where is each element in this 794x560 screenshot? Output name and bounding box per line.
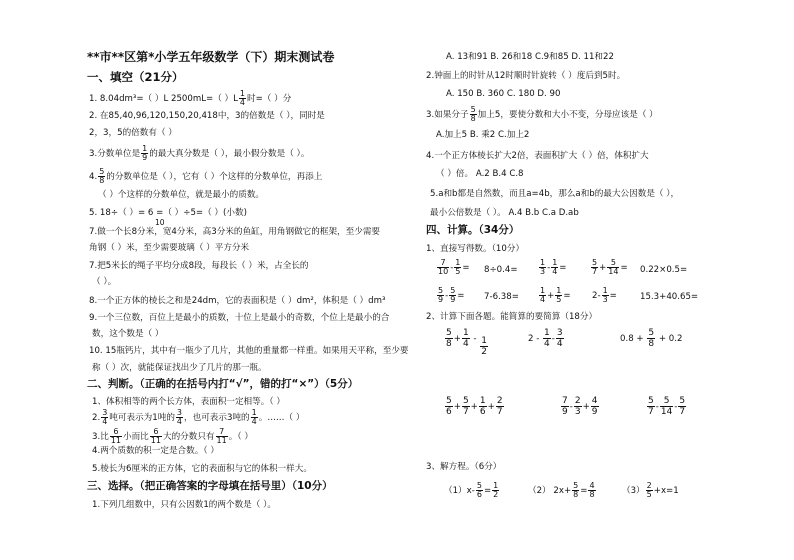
j3-f2-num: 6 xyxy=(150,428,162,437)
num: 5 xyxy=(450,286,456,295)
j3-d: 。（ ） xyxy=(228,432,253,442)
den: 9 xyxy=(562,407,568,417)
eq: = xyxy=(457,291,465,301)
cx-d-f2 xyxy=(462,396,470,417)
j3-f1-num: 6 xyxy=(110,428,122,437)
eq: = xyxy=(462,263,470,273)
op: + 0.2 xyxy=(658,334,683,344)
den: 4 xyxy=(552,267,558,276)
j2-a: 2. xyxy=(92,413,101,423)
dw-r2-1-f2 xyxy=(449,287,456,304)
q1-text-a: 1. 8.04dm³=（ ）L 2500mL=（ ）L xyxy=(89,94,238,104)
j3-f2-den: 11 xyxy=(150,436,161,445)
j2-frac1 xyxy=(101,409,108,426)
cx-e-f1 xyxy=(561,396,569,417)
eq2-f1 xyxy=(572,482,579,499)
q1-fraction xyxy=(239,90,246,107)
op: + xyxy=(453,334,461,344)
q4-fraction xyxy=(98,168,105,185)
q4 xyxy=(89,168,322,185)
den: 9 xyxy=(438,295,444,304)
den: 8 xyxy=(446,339,452,349)
choice-2-options: A. 150 B. 360 C. 180 D. 90 xyxy=(446,89,561,99)
cx-e-f2 xyxy=(574,396,582,417)
choice-5: 5.a和b都是自然数，而且a=4b，那么a和b的最大公因数是（ ）， xyxy=(430,189,680,199)
q7-rope: 7.把5米长的绳子平均分成8段，每段长（ ）米，占全长的 xyxy=(89,261,309,271)
num: 2 xyxy=(574,396,581,406)
cx-c-f1 xyxy=(647,328,655,349)
eq2-f2 xyxy=(588,482,595,499)
den: 8 xyxy=(648,339,655,349)
num: 1 xyxy=(602,286,608,295)
num: 7 xyxy=(437,259,449,268)
cx-e xyxy=(560,396,600,417)
den: 7 xyxy=(648,407,654,417)
dw-r1-4 xyxy=(590,259,628,276)
j2-d: 。……（ ） xyxy=(258,413,305,423)
op: - xyxy=(450,263,454,273)
num: 1 xyxy=(552,258,558,267)
choice-4-line2: （ ）倍。 A.2 B.4 C.8 xyxy=(436,169,524,179)
op: - xyxy=(445,291,449,301)
num: 1 xyxy=(540,286,546,295)
cx-f-f3 xyxy=(678,396,686,417)
q7-box: 7.做一个长8分米，宽4分米，高3分米的鱼缸，用角钢做它的框架，至少需要 xyxy=(89,227,381,237)
judge-2 xyxy=(92,409,304,426)
j2-frac2 xyxy=(176,409,183,426)
eq: = xyxy=(620,263,628,273)
den: 3 xyxy=(574,407,581,417)
num: 5 xyxy=(462,396,469,406)
cx-a-f3 xyxy=(480,336,488,357)
q2-line2: 2，3，5的倍数有（ ） xyxy=(89,128,177,138)
judge-5: 5.棱长为6厘米的正方体，它的表面积与它的体积一样大。 xyxy=(92,464,312,474)
num: 5 xyxy=(648,328,655,338)
cx-a xyxy=(444,328,489,357)
den: 10 xyxy=(438,267,449,276)
num: 1 xyxy=(493,481,499,490)
cx-c xyxy=(620,328,682,349)
judge-4: 4.两个质数的积一定是合数。（ ） xyxy=(92,446,219,456)
choice-1: 1.下列几组数中，只有公因数1的两个数是（ ）。 xyxy=(92,500,276,510)
q3-text-a: 3.分数单位是 xyxy=(89,149,141,159)
op: + xyxy=(547,291,555,301)
c3-b: 加上5，要使分数和大小不变，分母应该是（ ） xyxy=(477,110,658,120)
cx-f xyxy=(646,396,687,417)
den: 6 xyxy=(446,407,452,417)
eq1-f2 xyxy=(492,482,499,499)
q3-text-b: 的最大真分数是（ ），最小假分数是（ ）。 xyxy=(149,149,310,159)
q7-box-line2: 角钢（ ）米，至少需要玻璃（ ）平方分米 xyxy=(89,243,250,253)
q3-fraction xyxy=(141,145,148,162)
dw-r2-5: 15.3+40.65= xyxy=(640,292,699,302)
dw-r1-4-f2 xyxy=(607,259,619,276)
pre: （3） xyxy=(622,486,645,496)
den: 5 xyxy=(646,490,652,499)
judge-3 xyxy=(92,428,253,445)
choice-1-options: A. 13和91 B. 26和18 C.9和85 D. 11和22 xyxy=(446,52,614,62)
dw-r2-3-f1 xyxy=(539,287,546,304)
eq1-f1 xyxy=(476,482,483,499)
op: - xyxy=(674,402,678,412)
q5-denominator: 10 xyxy=(155,218,165,227)
num: 3 xyxy=(556,328,563,338)
cx-d-f3 xyxy=(479,396,487,417)
cx-a-f1 xyxy=(445,328,453,349)
cx-e-f3 xyxy=(591,396,599,417)
q4-text-b: 的分数单位是（ ），它有（ ）个这样的分数单位，再添上 xyxy=(106,172,323,182)
den: 2 xyxy=(493,490,499,499)
q8: 8.一个正方体的棱长之和是24dm，它的表面积是（ ）dm²，体积是（ ）dm³ xyxy=(89,296,386,306)
section-judge: 二、判断。（正确的在括号内打“√”，错的打“×”）（5分） xyxy=(87,378,359,390)
num: 1 xyxy=(455,258,461,267)
q9-line2: 数，这个数是（ ） xyxy=(92,329,164,339)
eq-2 xyxy=(528,482,597,499)
op: + xyxy=(582,402,590,412)
eq: = xyxy=(580,486,588,496)
num: 4 xyxy=(591,396,598,406)
den: 14 xyxy=(660,407,673,417)
q3 xyxy=(89,145,309,162)
dw-r2-1-f1 xyxy=(437,287,444,304)
cx-d-f1 xyxy=(445,396,453,417)
den: 4 xyxy=(544,339,550,349)
op: + xyxy=(599,263,607,273)
num: 1 xyxy=(556,286,562,295)
q1 xyxy=(89,90,291,107)
den: 7 xyxy=(462,407,469,417)
j3-b: 小而比 xyxy=(122,432,149,442)
cx-a-f2 xyxy=(462,328,470,349)
op: - xyxy=(551,334,555,344)
den: 4 xyxy=(540,295,546,304)
j3-f3-den: 11 xyxy=(216,436,227,445)
judge-1: 1、体积相等的两个长方体，表面积一定相等。（ ） xyxy=(92,397,285,407)
q3-num: 1 xyxy=(142,144,148,153)
den: 7 xyxy=(679,407,686,417)
section-choice: 三、选择。（把正确答案的字母填在括号里）（10分） xyxy=(87,480,333,492)
pre: （2） 2x+ xyxy=(528,486,572,496)
j2-c: ，也可表示3吨的 xyxy=(184,413,250,423)
num: 5 xyxy=(573,481,579,490)
op: - xyxy=(655,402,659,412)
den: 5 xyxy=(455,267,461,276)
num: 5 xyxy=(607,259,619,268)
c3-num: 5 xyxy=(470,105,476,114)
num: 5 xyxy=(476,481,482,490)
num: 1 xyxy=(540,258,546,267)
den: 14 xyxy=(608,267,619,276)
dw-r2-4 xyxy=(592,287,617,304)
den: 6 xyxy=(479,407,486,417)
cx-d-f4 xyxy=(496,396,504,417)
exam-title: **市**区第*小学五年级数学（下）期末测试卷 xyxy=(87,50,335,64)
den: 5 xyxy=(556,295,562,304)
cx-b-f2 xyxy=(556,328,564,349)
num: 1 xyxy=(479,396,486,406)
cx-b xyxy=(528,328,565,349)
j3-f3-num: 7 xyxy=(216,428,228,437)
j2-f2-num: 3 xyxy=(176,408,183,417)
dw-r2-3-f2 xyxy=(555,287,562,304)
eq: = xyxy=(609,291,617,301)
eq: = xyxy=(563,291,571,301)
pre: 2 - xyxy=(528,334,540,344)
num: 2 xyxy=(496,396,503,406)
eq: = xyxy=(483,486,492,496)
eq-1 xyxy=(444,482,500,499)
num: 2 xyxy=(646,481,652,490)
calc-equation-heading: 3、解方程。（6分） xyxy=(426,462,502,472)
num: 5 xyxy=(660,396,673,407)
q2: 2. 在85,40,96,120,150,20,418中，3的倍数是（ ），同时是 xyxy=(89,111,325,121)
pre: 2- xyxy=(592,291,601,301)
den: 7 xyxy=(496,407,503,417)
op: + xyxy=(487,402,495,412)
num: 5 xyxy=(438,286,444,295)
j3-frac2 xyxy=(150,428,162,445)
q4-line2: （ ）个这样的分数单位，就是最小的质数。 xyxy=(98,190,265,200)
dw-r1-3 xyxy=(538,259,567,276)
cx-b-f1 xyxy=(543,328,551,349)
num: 5 xyxy=(592,258,598,267)
dw-r1-5: 0.22×0.5= xyxy=(640,265,688,275)
den: 7 xyxy=(592,267,598,276)
q9: 9.一个三位数，百位上是最小的质数，十位上是最小的奇数，个位上是最小的合 xyxy=(89,313,390,323)
num: 5 xyxy=(648,396,654,406)
j2-f2-den: 4 xyxy=(176,417,183,426)
j2-f3-num: 1 xyxy=(251,408,257,417)
op: + xyxy=(470,402,478,412)
q4-den: 8 xyxy=(99,176,105,185)
section-fill-blank: 一、填空（21分） xyxy=(87,70,184,84)
dw-r1-2: 8÷0.4= xyxy=(484,265,518,275)
choice-3 xyxy=(426,106,658,123)
q4-num: 5 xyxy=(99,167,105,176)
q5: 5. 18÷（ ）= 6 =（ ）÷5=（ ）(小数) xyxy=(89,208,247,218)
den: 3 xyxy=(602,295,608,304)
post: +x=1 xyxy=(653,486,679,496)
j2-f3-den: 4 xyxy=(251,417,257,426)
q1-text-b: 时=（ ）分 xyxy=(247,94,292,104)
j3-frac1 xyxy=(110,428,122,445)
choice-5-line2: 最小公倍数是（ ）。 A.4 B.b C.a D.ab xyxy=(430,208,579,218)
pre: （1）x- xyxy=(444,486,475,496)
num: 5 xyxy=(446,396,452,406)
q4-text-a: 4. xyxy=(89,172,98,182)
num: 1 xyxy=(462,328,469,338)
den: 8 xyxy=(573,490,579,499)
dw-r1-1 xyxy=(436,259,470,276)
op: - xyxy=(473,334,477,344)
cx-d xyxy=(444,396,505,417)
den: 9 xyxy=(591,407,598,417)
j2-f1-num: 3 xyxy=(102,408,108,417)
den: 3 xyxy=(540,267,546,276)
c3-fraction xyxy=(470,106,477,123)
num: 1 xyxy=(544,328,550,338)
op: - xyxy=(547,263,551,273)
den: 6 xyxy=(476,490,482,499)
choice-4: 4.一个正方体棱长扩大2倍，表面积扩大（ ）倍，体积扩大 xyxy=(426,151,649,161)
q3-den: 9 xyxy=(142,153,148,162)
cx-f-f1 xyxy=(647,396,655,417)
eq-3 xyxy=(622,482,679,499)
dw-r1-1-f2 xyxy=(454,259,461,276)
dw-r2-2: 7-6.38= xyxy=(484,292,519,302)
den: 9 xyxy=(450,295,456,304)
dw-r2-1 xyxy=(436,287,465,304)
dw-r1-3-f1 xyxy=(539,259,546,276)
op: + xyxy=(453,402,461,412)
section-calc: 四、计算。（34分） xyxy=(426,224,520,236)
calc-direct-heading: 1、直接写得数。（10分） xyxy=(426,244,525,254)
den: 8 xyxy=(589,490,595,499)
num: 7 xyxy=(562,396,568,406)
dw-r2-4-f2 xyxy=(602,287,609,304)
num: 5 xyxy=(446,328,452,338)
dw-r1-1-f1 xyxy=(437,259,449,276)
dw-r1-3-f2 xyxy=(551,259,558,276)
dw-r2-3 xyxy=(538,287,571,304)
c3-a: 3.如果分子 xyxy=(426,110,469,120)
q7-rope-line2: （ ）。 xyxy=(92,277,117,287)
q1-num: 1 xyxy=(239,89,246,98)
pre: 0.8 + xyxy=(620,334,644,344)
eq: = xyxy=(559,263,567,273)
op: - xyxy=(569,402,573,412)
calc-simplify-heading: 2、计算下面各题。能简算的要简算（18分） xyxy=(426,312,598,322)
q10-line2: 称（ ）次，就能保证找出少了几片的那一瓶。 xyxy=(92,363,267,373)
j3-a: 3.比 xyxy=(92,432,109,442)
choice-3-options: A.加上5 B. 乘2 C.加上2 xyxy=(436,130,530,140)
num: 4 xyxy=(589,481,595,490)
c3-den: 8 xyxy=(470,114,476,123)
eq3-f1 xyxy=(646,482,653,499)
dw-r1-4-f1 xyxy=(591,259,598,276)
j2-frac3 xyxy=(251,409,258,426)
j2-f1-den: 4 xyxy=(102,417,108,426)
num: 5 xyxy=(679,396,686,406)
choice-2: 2.钟面上的时针从12时顺时针旋转（ ）度后到5时。 xyxy=(426,71,626,81)
den: 4 xyxy=(556,339,563,349)
den: 4 xyxy=(462,339,469,349)
j3-frac3 xyxy=(216,428,228,445)
cx-f-f2 xyxy=(660,396,673,417)
j3-c: 大的分数只有 xyxy=(162,432,215,442)
den: 2 xyxy=(481,347,487,357)
num: 1 xyxy=(481,336,487,346)
q1-den: 4 xyxy=(239,98,246,107)
q10: 10. 15瓶钙片，其中有一瓶少了几片，其他的重量都一样重。如果用天平称，至少要 xyxy=(89,346,409,356)
j2-b: 吨可表示为1吨的 xyxy=(109,413,175,423)
j3-f1-den: 11 xyxy=(110,436,121,445)
